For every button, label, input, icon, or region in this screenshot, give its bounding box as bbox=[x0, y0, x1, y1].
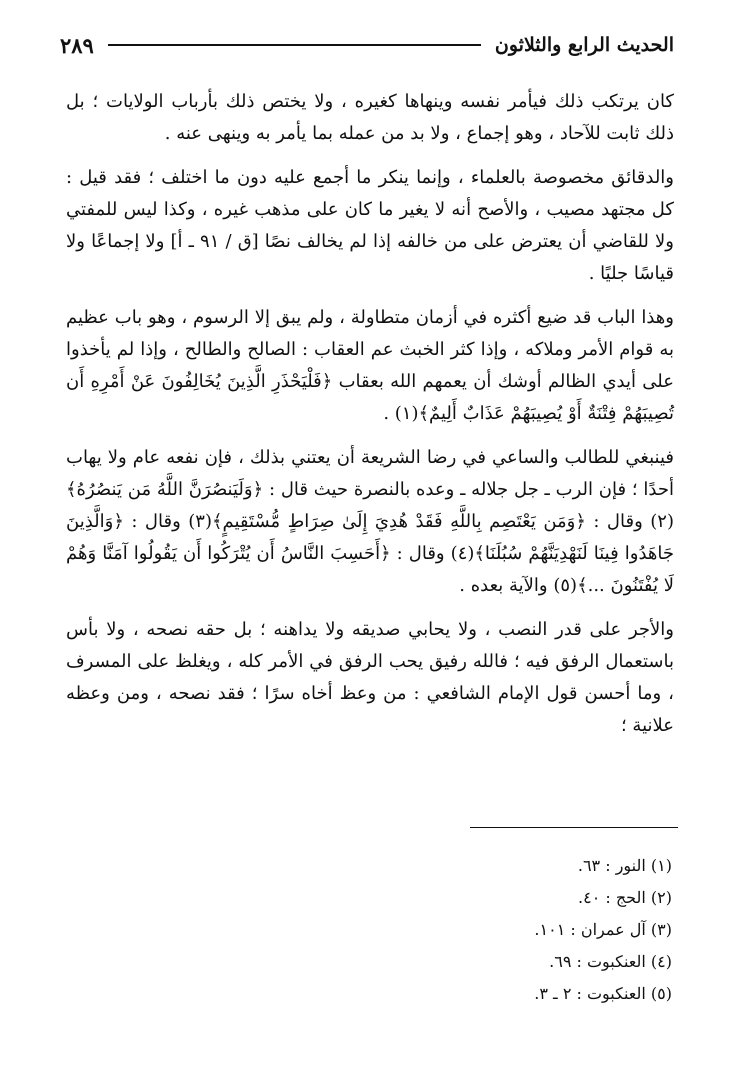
footnote: (٤) العنكبوت : ٦٩. bbox=[549, 952, 672, 971]
footnote: (٢) الحج : ٤٠. bbox=[578, 888, 672, 907]
paragraph: وهذا الباب قد ضيع أكثره في أزمان متطاولة ، ولم يبق إلا الرسوم ، وهو باب عظيم به قوام الأمر وملاكه ، وإذا كثر الخبث عم العقاب : الصالح والطالح ، وإذا لم يأخذوا على أيدي الظالم أوشك أن يعمهم الله بعقاب ﴿فَلْيَحْذَرِ الَّذِينَ يُخَالِفُونَ عَنْ أَمْرِهِ أَن تُصِيبَهُمْ فِتْنَةٌ أَوْ يُصِيبَهُمْ عَذَابٌ أَلِيمٌ﴾(١) . bbox=[66, 307, 674, 424]
footnotes bbox=[534, 850, 672, 1010]
footnote-separator bbox=[470, 827, 678, 828]
header-rule bbox=[108, 44, 481, 46]
footnote: (٣) آل عمران : ١٠١. bbox=[534, 920, 672, 939]
paragraph: والدقائق مخصوصة بالعلماء ، وإنما ينكر ما أجمع عليه دون ما اختلف ؛ فقد قيل : كل مجتهد مصيب ، والأصح أنه لا يغير ما كان على مذهب غيره ، وكذا ليس للمفتي ولا للقاضي أن يعترض على من خالفه إذا لم يخالف نصًا [ق / ٩١ ـ أ] ولا إجماعًا ولا قياسًا جليًا . bbox=[66, 167, 674, 284]
chapter-title: الحديث الرابع والثلاثون bbox=[494, 34, 674, 56]
footnote: (١) النور : ٦٣. bbox=[577, 856, 672, 875]
paragraph: كان يرتكب ذلك فيأمر نفسه وينهاها كغيره ، ولا يختص ذلك بأرباب الولايات ؛ بل ذلك ثابت للآحاد ، وهو إجماع ، ولا بد من عمله بما يأمر به وينهى عنه . bbox=[66, 91, 674, 144]
footnote: (٥) العنكبوت : ٢ ـ ٣. bbox=[534, 984, 672, 1003]
paragraph: فينبغي للطالب والساعي في رضا الشريعة أن يعتني بذلك ، فإن نفعه عام ولا يهاب أحدًا ؛ فإن الرب ـ جل جلاله ـ وعده بالنصرة حيث قال : ﴿وَلَيَنصُرَنَّ اللَّهُ مَن يَنصُرُهُ﴾(٢) وقال : ﴿وَمَن يَعْتَصِم بِاللَّهِ فَقَدْ هُدِيَ إِلَىٰ صِرَاطٍ مُّسْتَقِيمٍ﴾(٣) وقال : ﴿وَالَّذِينَ جَاهَدُوا فِينَا لَنَهْدِيَنَّهُمْ سُبُلَنَا﴾(٤) وقال : ﴿أَحَسِبَ النَّاسُ أَن يُتْرَكُوا أَن يَقُولُوا آمَنَّا وَهُمْ لَا يُفْتَنُونَ ...﴾(٥) والآية بعده . bbox=[66, 447, 674, 596]
running-header bbox=[60, 30, 674, 60]
paragraph: والأجر على قدر النصب ، ولا يحابي صديقه ولا يداهنه ؛ بل حقه نصحه ، ولا بأس باستعمال الرفق فيه ؛ فالله رفيق يحب الرفق في الأمر كله ، ويغلظ على المسرف ، وما أحسن قول الإمام الشافعي : من وعظ أخاه سرًا ؛ فقد نصحه ، ومن وعظه علانية ؛ bbox=[66, 619, 674, 736]
main-text bbox=[66, 86, 674, 754]
page-number: ٢٨٩ bbox=[60, 32, 94, 58]
